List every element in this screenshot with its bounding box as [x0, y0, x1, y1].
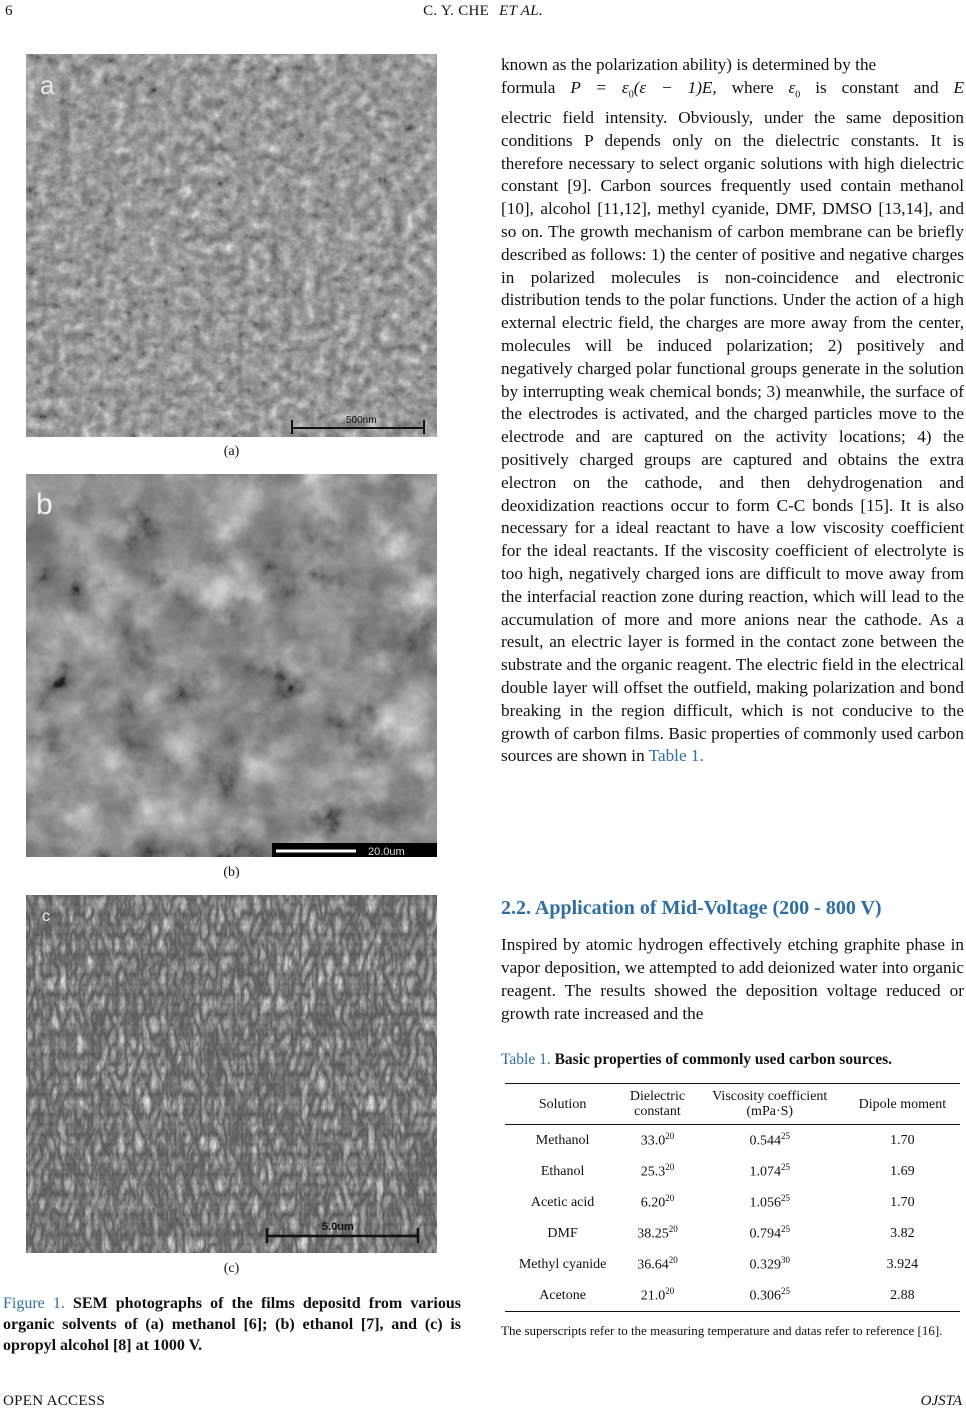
subfigure-label-a: (a) [223, 444, 240, 459]
table-row: DMF 38.25$^{20}$ 0.794$^{25}$ 3.82 [547, 1224, 915, 1242]
table-label[interactable]: Table 1. [501, 1051, 551, 1068]
subfigure-label-c: (c) [223, 1261, 240, 1276]
formula: $P = \varepsilon_0(\varepsilon - 1)E$ [570, 77, 713, 101]
col-viscosity: Viscosity coefficient (mPa·S) [695, 1084, 845, 1125]
table-note: The superscripts refer to the measuring temperature and datas refer to reference [16]. [501, 1323, 943, 1338]
running-head-etal: ET AL. [499, 3, 543, 19]
figure-caption [3, 1293, 461, 1356]
sem-image-b [26, 474, 437, 857]
figure-caption-text: SEM photographs of the films depositd from various organic solvents of (a) methanol [6]; (b) ethanol [7], and (c) is opropyl alcohol [8] at 1000 V. [3, 1295, 461, 1354]
running-head-author: C. Y. CHE [423, 3, 490, 19]
body-text [501, 54, 964, 768]
footer-open-access: OPEN ACCESS [3, 1393, 106, 1409]
panel-letter-a: a [40, 70, 55, 100]
formula-line: formula $P = \varepsilon_0(\varepsilon - 1)E$, where $\varepsilon_0$ is constant and E [501, 77, 964, 101]
sem-image-c [26, 895, 437, 1253]
figure-label[interactable]: Figure 1. [3, 1295, 65, 1312]
panel-letter-b: b [36, 488, 53, 521]
body-line-1: known as the polarization ability) is determined by the [501, 55, 877, 74]
section-heading: 2.2. Application of Mid-Voltage (200 - 800 V) [501, 897, 882, 919]
table-1-link[interactable]: Table 1 [648, 746, 700, 766]
col-dipole: Dipole moment [845, 1084, 960, 1125]
subfigure-label-b: (b) [223, 865, 240, 880]
footer-journal: OJSTA [920, 1393, 962, 1409]
body-paragraph: electric field intensity. Obviously, under the same deposition conditions P depends only on the dielectric constants. It is therefore necessary to select organic solutions with high dielectric constant [9]. Carbon sources frequently used contain methanol [10], alcohol [11,12], methyl cyanide, DMF, DMSO [13,14], and so on. The growth mechanism of carbon membrane can be briefly described as follows: 1) the center of positive and negative charges in polarized molecules is non-coincidence and electronic distribution tends to the polar functions. Under the action of a high external electric field, the charges are more away from the center, molecules will be induced polarization; 2) positively and negatively charged polar functional groups generate in the solution by interrupting weak chemical bonds; 3) meanwhile, the surface of the electrodes is activated, and the charged particles move to the electrode and are captured on the activity locations; 4) the positively charged groups are captured and obtains the extra electron on the cathode, and then dehydrogenation and deoxidization reactions occur to form C-C bonds [15]. It is also necessary for a ideal reactant to have a low viscosity coefficient for the ideal reactants. If the viscosity coefficient of electrolyte is too high, negatively charged ions are difficult to move away from the interfacial reaction zone during reaction, which will lead to the accumulation of more and more anions near the cathode. As a result, an electric layer is formed in the contact zone between the substrate and the organic reagent. The electric field in the electrical double layer will offset the outfield, making polarization and bond breaking in the region difficult, which is not conducive to the growth of carbon films. Basic properties of commonly used carbon sources are shown in Table 1. [501, 108, 964, 766]
table-row: Acetone 21.0$^{20}$ 0.306$^{25}$ 2.88 [505, 1280, 960, 1312]
col-dielectric: Dielectric constant [620, 1084, 695, 1125]
scale-bar-b: 20.0um [368, 846, 405, 857]
running-head [0, 3, 966, 20]
sem-image-a [26, 54, 437, 437]
section-text: Inspired by atomic hydrogen effectively etching graphite phase in vapor deposition, we attempted to add deionized water into organic reagent. The results showed the deposition voltage reduced or growth rate increased and the [501, 935, 964, 1023]
page-number: 6 [5, 3, 13, 19]
scale-bar-c: 5.0um [322, 1221, 354, 1233]
table-header-row [505, 1084, 960, 1125]
table-row: Methanol 33.0$^{20}$ 0.544$^{25}$ 1.70 [535, 1131, 915, 1149]
table-row: Methyl cyanide 36.64$^{20}$ 0.329$^{30}$ 3.924 [518, 1255, 919, 1273]
table-row: Ethanol 25.3$^{20}$ 1.074$^{25}$ 1.69 [540, 1162, 915, 1180]
properties-table [505, 1083, 960, 1312]
panel-letter-c: c [42, 908, 50, 925]
table-row: Acetic acid 6.20$^{20}$ 1.056$^{25}$ 1.70 [530, 1193, 915, 1211]
table-title: Table 1. Basic properties of commonly used carbon sources. [501, 1051, 892, 1068]
col-solution: Solution [505, 1084, 620, 1125]
scale-bar-a: 500nm [346, 415, 377, 426]
